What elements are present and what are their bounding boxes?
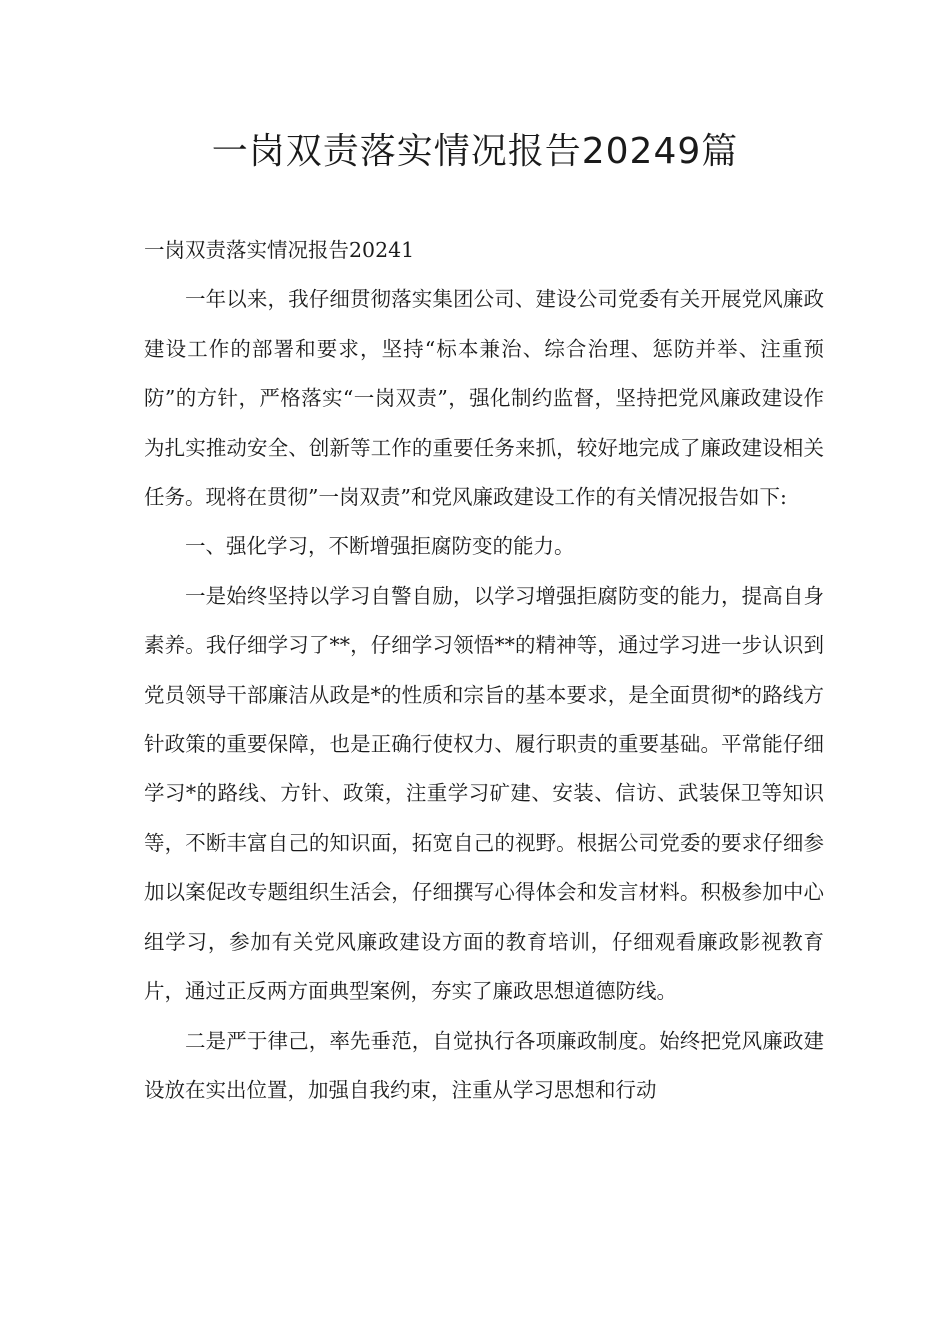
document-subtitle: 一岗双责落实情况报告20241 — [144, 238, 415, 262]
document-title: 一岗双责落实情况报告20249篇 — [211, 131, 739, 172]
paragraph-point-2: 二是严于律己，率先垂范，自觉执行各项廉政制度。始终把党风廉政建设放在实出位置，加强自我约束，注重从学习思想和行动 — [144, 1028, 824, 1102]
section-heading-1: 一、强化学习，不断增强拒腐防变的能力。 — [185, 534, 575, 559]
paragraph-point-1: 一是始终坚持以学习自警自励，以学习增强拒腐防变的能力，提高自身素养。我仔细学习了**，仔细学习领悟**的精神等，通过学习进一步认识到党员领导干部廉洁从政是*的性质和宗旨的基本要求，是全面贯彻*的路线方针政策的重要保障，也是正确行使权力、履行职责的重要基础。平常能仔细学习*的路线、方针、政策，注重学习矿建、安装、信访、武装保卫等知识等，不断丰富自己的知识面，拓宽自己的视野。根据公司党委的要求仔细参加以案促改专题组织生活会，仔细撰写心得体会和发言材料。积极参加中心组学习，参加有关党风廉政建设方面的教育培训，仔细观看廉政影视教育片，通过正反两方面典型案例，夯实了廉政思想道德防线。 — [144, 583, 824, 1004]
document-body — [144, 226, 824, 1115]
paragraph-intro: 一年以来，我仔细贯彻落实集团公司、建设公司党委有关开展党风廉政建设工作的部署和要求，坚持“标本兼治、综合治理、惩防并举、注重预防”的方针，严格落实“一岗双责”，强化制约监督，坚持把党风廉政建设作为扎实推动安全、创新等工作的重要任务来抓，较好地完成了廉政建设相关任务。现将在贯彻”一岗双责”和党风廉政建设工作的有关情况报告如下: — [144, 287, 824, 510]
